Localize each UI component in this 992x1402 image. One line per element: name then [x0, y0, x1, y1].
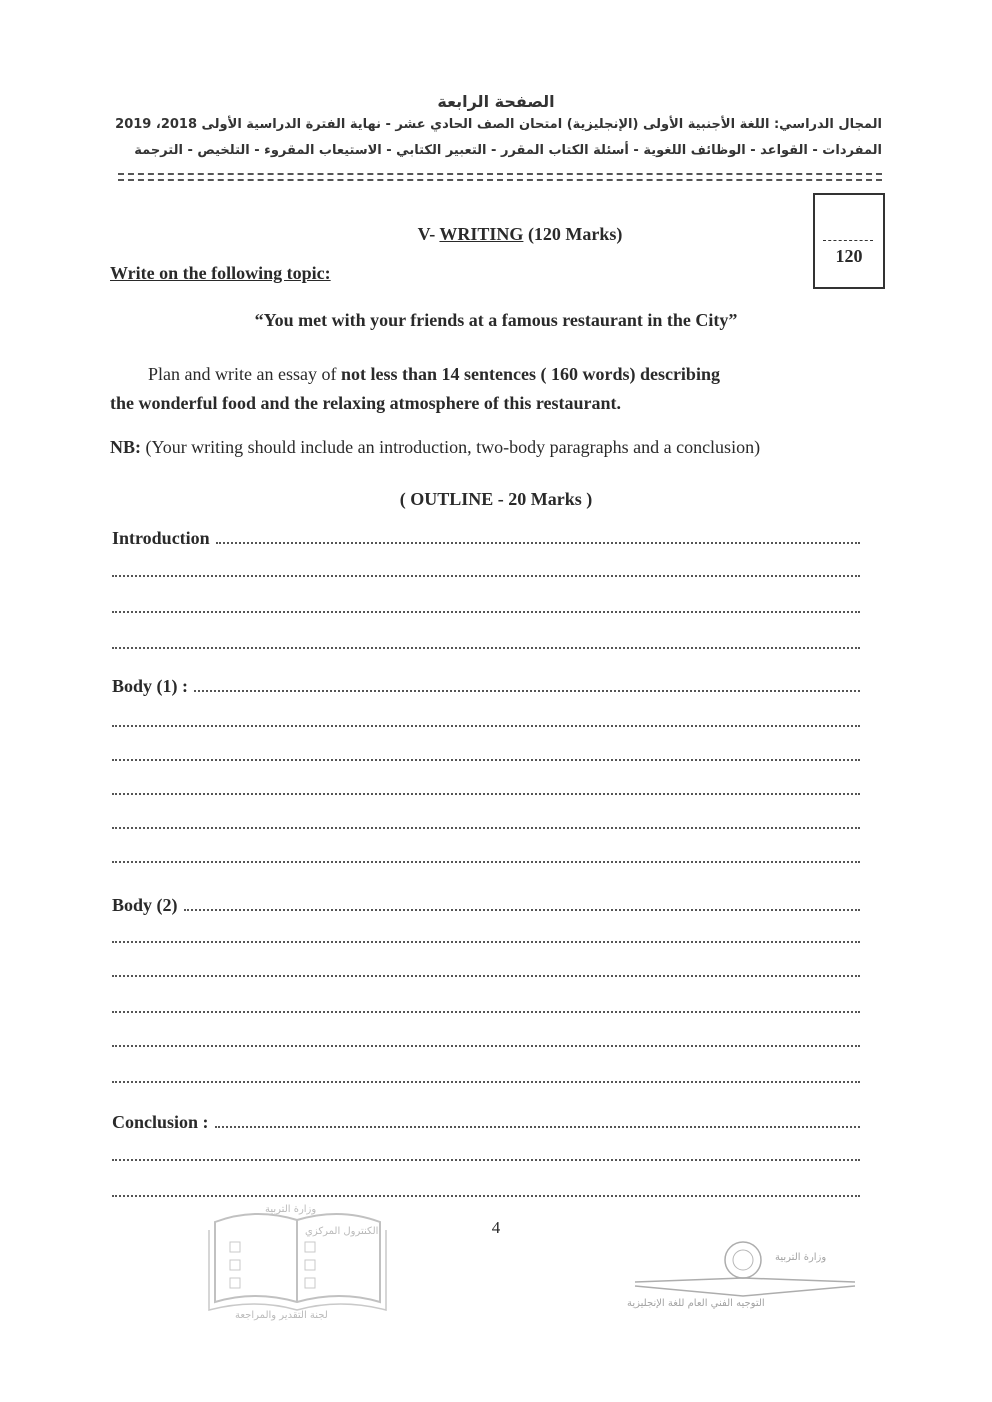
- score-box: [813, 193, 885, 289]
- instruction: Write on the following topic:: [110, 263, 331, 283]
- nb-label: NB:: [110, 437, 141, 457]
- score-total: 120: [835, 246, 863, 266]
- writing-line[interactable]: [112, 712, 860, 732]
- writing-dots: [215, 1126, 860, 1128]
- section-name: WRITING: [439, 224, 524, 244]
- task-text-plain: Plan and write an essay of: [148, 364, 341, 384]
- body1-line[interactable]: [112, 676, 860, 697]
- writing-line[interactable]: [112, 848, 860, 868]
- writing-line[interactable]: [112, 814, 860, 834]
- introduction-line[interactable]: [112, 528, 860, 549]
- task-line-2: the wonderful food and the relaxing atmosphere of this restaurant.: [110, 393, 622, 413]
- writing-line[interactable]: [112, 998, 860, 1018]
- writing-line[interactable]: [112, 562, 860, 582]
- exam-header-line-1: المجال الدراسي: اللغة الأجنبية الأولى (الإنجليزية) امتحان الصف الحادي عشر - نهاية الفترة الدراسية الأولى 2018، 2019: [115, 117, 882, 132]
- task-line-1: [148, 364, 720, 385]
- section-marks: (120 Marks): [527, 224, 623, 244]
- introduction-label: Introduction: [112, 528, 210, 548]
- writing-dots: [184, 909, 860, 911]
- ministry-stamp: وزارة التربية التوجيه الفني العام للغة الإنجليزية: [625, 1238, 865, 1313]
- writing-line[interactable]: [112, 928, 860, 948]
- writing-line[interactable]: [112, 962, 860, 982]
- conclusion-line[interactable]: [112, 1112, 860, 1133]
- control-committee-stamp: وزارة التربية الكنترول المركزي لجنة التقدير والمراجعة: [205, 1202, 390, 1327]
- outline-title: ( OUTLINE - 20 Marks ): [399, 489, 593, 509]
- writing-line[interactable]: [112, 598, 860, 618]
- body2-line[interactable]: [112, 895, 860, 916]
- essay-topic: “You met with your friends at a famous restaurant in the City”: [254, 310, 738, 330]
- score-blank-line: [823, 240, 873, 241]
- writing-dots: [216, 542, 860, 544]
- writing-line[interactable]: [112, 1182, 860, 1202]
- body1-label: Body (1) :: [112, 676, 188, 696]
- writing-line[interactable]: [112, 1068, 860, 1088]
- writing-line[interactable]: [112, 1032, 860, 1052]
- section-title: [300, 224, 740, 245]
- exam-header-line-2: المفردات - القواعد - الوظائف اللغوية - أسئلة الكتاب المقرر - التعبير الكتابي - الاستيعاب المقروء - التلخيص - الترجمة: [134, 143, 882, 158]
- page-number: 4: [491, 1218, 501, 1237]
- nota-bene: [110, 437, 760, 458]
- page-label-arabic: الصفحة الرابعة: [437, 92, 555, 111]
- writing-line[interactable]: [112, 1146, 860, 1166]
- task-text-bold: not less than 14 sentences ( 160 words) describing: [340, 364, 720, 384]
- header-separator: [118, 173, 882, 181]
- writing-line[interactable]: [112, 746, 860, 766]
- writing-dots: [194, 690, 860, 692]
- open-book-icon: [205, 1202, 390, 1327]
- writing-line[interactable]: [112, 634, 860, 654]
- writing-line[interactable]: [112, 780, 860, 800]
- nb-text: (Your writing should include an introduction, two-body paragraphs and a conclusion): [141, 437, 761, 457]
- body2-label: Body (2): [112, 895, 178, 915]
- section-number: V-: [417, 224, 436, 244]
- conclusion-label: Conclusion :: [112, 1112, 209, 1132]
